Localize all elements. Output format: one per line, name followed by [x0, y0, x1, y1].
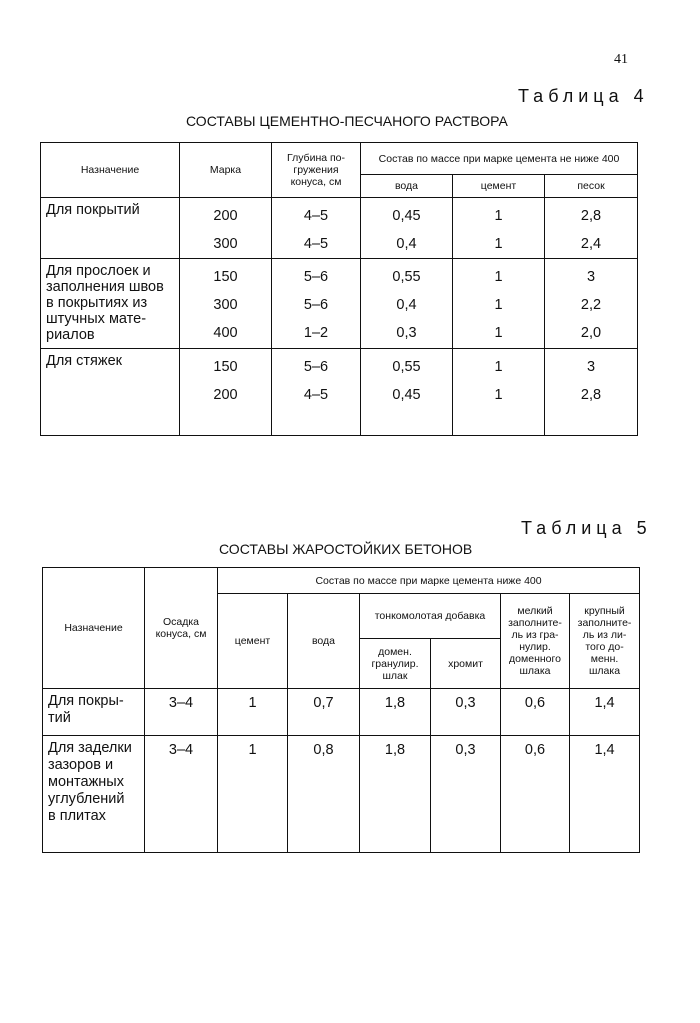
t5-header-composition: Состав по массе при марке цемента ниже 400 — [218, 568, 640, 594]
t5-slump-cell: 3–4 — [145, 736, 218, 853]
table5 — [42, 567, 640, 853]
t5-water-cell: 0,8 — [288, 736, 360, 853]
t4-water-cell: 0,55 0,4 0,3 — [361, 259, 453, 349]
t5-header-slag: домен. гранулир. шлак — [360, 639, 431, 689]
t5-slag-cell: 1,8 — [360, 736, 431, 853]
t4-cement-cell: 1 1 — [453, 349, 545, 436]
t5-slump-cell: 3–4 — [145, 689, 218, 736]
t5-chromite-cell: 0,3 — [431, 736, 501, 853]
t4-water-cell: 0,55 0,45 — [361, 349, 453, 436]
t5-row — [43, 689, 640, 736]
t4-header-sand: песок — [545, 175, 638, 198]
t5-header-chromite: хромит — [431, 639, 501, 689]
t4-header-water: вода — [361, 175, 453, 198]
t4-depth-cell: 5–6 5–6 1–2 — [272, 259, 361, 349]
t5-header-fine-aggregate: мелкий заполните- ль из гра- нулир. доменного шлака — [501, 594, 570, 689]
t4-group-label: Для прослоек и заполнения швов в покрытиях из штучных мате- риалов — [41, 259, 180, 349]
t4-header-grade: Марка — [180, 143, 272, 198]
t5-row-label: Для покры- тий — [43, 689, 145, 736]
t5-row — [43, 736, 640, 853]
t5-cement-cell: 1 — [218, 689, 288, 736]
t5-header-coarse-aggregate: крупный заполните- ль из ли- того до- менн. шлака — [570, 594, 640, 689]
t4-cement-cell: 1 1 — [453, 198, 545, 259]
t4-group-label: Для покрытий — [41, 198, 180, 259]
t4-group-row — [41, 198, 638, 259]
t4-water-cell: 0,45 0,4 — [361, 198, 453, 259]
t5-coarse-agg-cell: 1,4 — [570, 736, 640, 853]
t4-header-composition: Состав по массе при марке цемента не ниже 400 — [361, 143, 638, 175]
t4-group-label: Для стяжек — [41, 349, 180, 436]
t5-header-purpose: Назначение — [43, 568, 145, 689]
t4-depth-cell: 4–5 4–5 — [272, 198, 361, 259]
t5-fine-agg-cell: 0,6 — [501, 736, 570, 853]
t4-header-purpose: Назначение — [41, 143, 180, 198]
t5-row-label: Для заделки зазоров и монтажных углублений в плитах — [43, 736, 145, 853]
table5-caption: Таблица 5 — [521, 518, 652, 538]
t4-grade-cell: 200 300 — [180, 198, 272, 259]
table4 — [40, 142, 638, 436]
t4-header-depth: Глубина по- гружения конуса, см — [272, 143, 361, 198]
t4-group-row — [41, 349, 638, 436]
t5-coarse-agg-cell: 1,4 — [570, 689, 640, 736]
t4-cement-cell: 1 1 1 — [453, 259, 545, 349]
t5-chromite-cell: 0,3 — [431, 689, 501, 736]
t5-fine-agg-cell: 0,6 — [501, 689, 570, 736]
t4-sand-cell: 3 2,2 2,0 — [545, 259, 638, 349]
table4-caption: Таблица 4 — [518, 86, 649, 106]
t4-sand-cell: 2,8 2,4 — [545, 198, 638, 259]
t5-header-water: вода — [288, 594, 360, 689]
t5-header-fine-additive: тонкомолотая добавка — [360, 594, 501, 639]
t5-cement-cell: 1 — [218, 736, 288, 853]
t5-slag-cell: 1,8 — [360, 689, 431, 736]
t4-grade-cell: 150 300 400 — [180, 259, 272, 349]
table4-title: СОСТАВЫ ЦЕМЕНТНО-ПЕСЧАНОГО РАСТВОРА — [186, 113, 508, 129]
t4-header-cement: цемент — [453, 175, 545, 198]
t5-header-slump: Осадка конуса, см — [145, 568, 218, 689]
t5-water-cell: 0,7 — [288, 689, 360, 736]
t4-grade-cell: 150 200 — [180, 349, 272, 436]
t4-sand-cell: 3 2,8 — [545, 349, 638, 436]
table5-title: СОСТАВЫ ЖАРОСТОЙКИХ БЕТОНОВ — [219, 541, 473, 557]
t4-depth-cell: 5–6 4–5 — [272, 349, 361, 436]
t5-header-cement: цемент — [218, 594, 288, 689]
page-number: 41 — [614, 52, 628, 67]
t4-group-row — [41, 259, 638, 349]
